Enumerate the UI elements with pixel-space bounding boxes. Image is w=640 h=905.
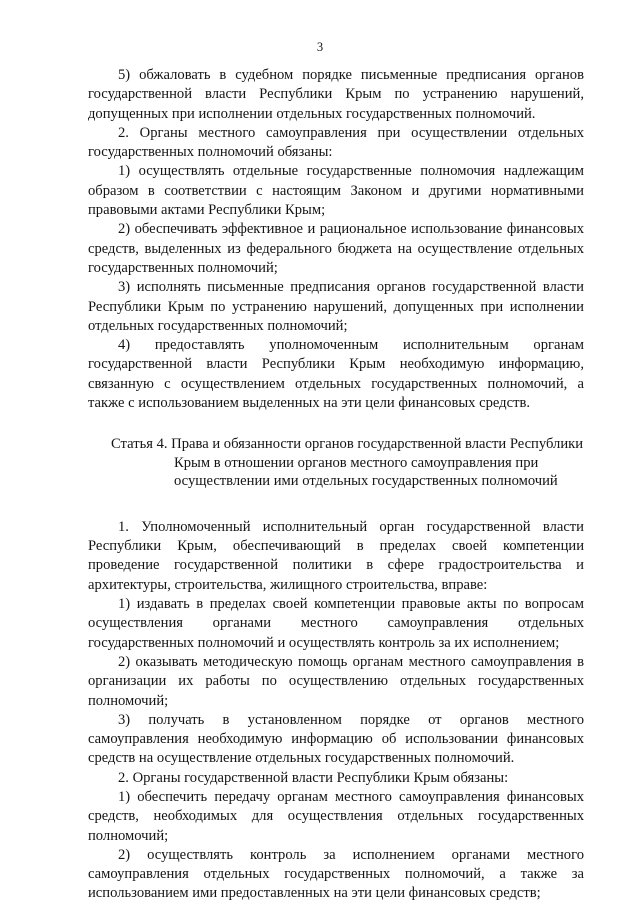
paragraph: 2. Органы местного самоуправления при осуществлении отдельных государственных полномочий обязаны: [88, 124, 584, 161]
paragraph: 4) предоставлять уполномоченным исполнительным органам государственной власти Республики Крым необходимую информацию, связанную с осуществлением отдельных государственных полномочий, а также с использованием выделенных на эти цели финансовых средств. [88, 337, 584, 412]
paragraph: 1. Уполномоченный исполнительный орган государственной власти Республики Крым, обеспечивающий в пределах своей компетенции проведение государственной политики в сфере градостроительства и архитектуры, строительства, жилищного строительства, вправе: [88, 518, 584, 593]
paragraph: 2) осуществлять контроль за исполнением органами местного самоуправления отдельных государственных полномочий, а также за использованием ими предоставленных на эти цели финансовых средств; [88, 846, 584, 902]
paragraph: 3) исполнять письменные предписания органов государственной власти Республики Крым по устранению нарушений, допущенных при исполнении отдельных государственных полномочий; [88, 279, 584, 334]
document-body [88, 66, 584, 904]
paragraph: 5) обжаловать в судебном порядке письменные предписания органов государственной власти Республики Крым по устранению нарушений, допущенных при исполнении отдельных государственных полномочий. [88, 67, 584, 122]
article-heading: Статья 4. Права и обязанности органов государственной власти Республики Крым в отношении органов местного самоуправления при осуществлении ими отдельных государственных полномочий [111, 436, 584, 490]
paragraph: 3) получать в установленном порядке от органов местного самоуправления необходимую информацию об использовании финансовых средств на осуществление отдельных государственных полномочий. [88, 711, 584, 767]
paragraph: 1) издавать в пределах своей компетенции правовые акты по вопросам осуществления органами местного самоуправления отдельных государственных полномочий и осуществлять контроль за их исполнением; [88, 596, 584, 651]
paragraph: 2) оказывать методическую помощь органам местного самоуправления в организации их работы по осуществлению отдельных государственных полномочий; [88, 653, 584, 709]
paragraph: 1) осуществлять отдельные государственные полномочия надлежащим образом в соответствии с настоящим Законом и другими нормативными правовыми актами Республики Крым; [88, 163, 584, 219]
paragraph: 2) обеспечивать эффективное и рациональное использование финансовых средств, выделенных из федерального бюджета на осуществление отдельных государственных полномочий; [88, 221, 584, 276]
paragraph: 1) обеспечить передачу органам местного самоуправления финансовых средств, необходимых для осуществления отдельных государственных полномочий; [88, 789, 584, 844]
page-number: 3 [316, 40, 324, 54]
paragraph: 2. Органы государственной власти Республики Крым обязаны: [118, 769, 509, 786]
